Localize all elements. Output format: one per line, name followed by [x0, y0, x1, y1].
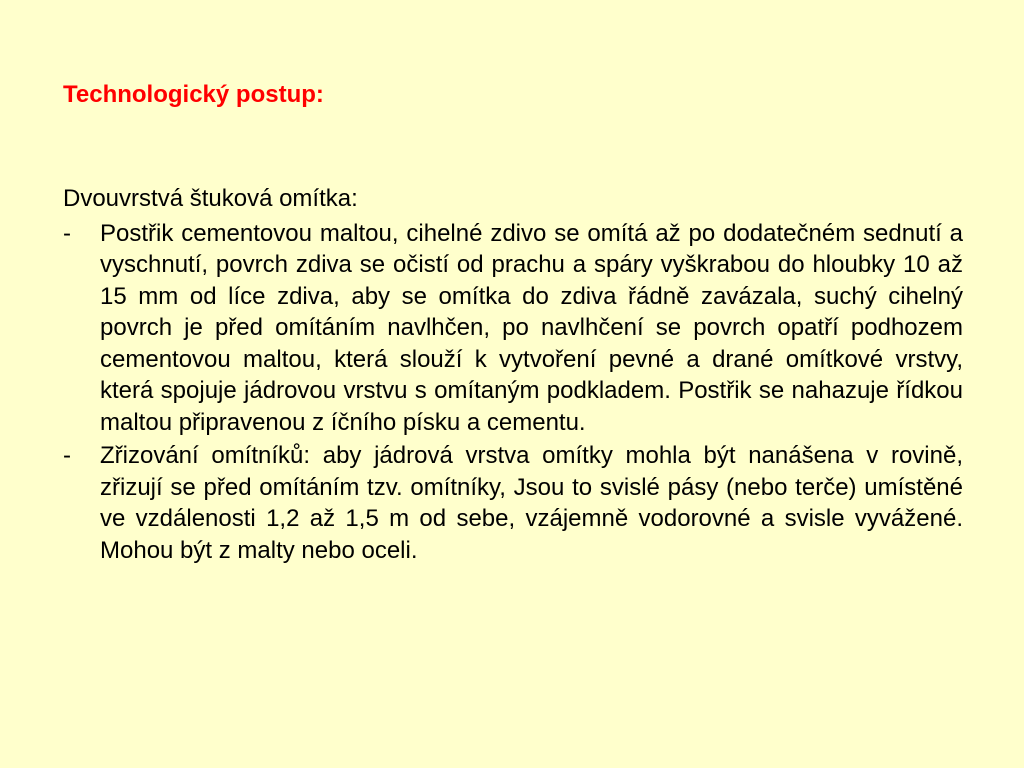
bullet-item-postrik: [63, 218, 963, 439]
slide-title: Technologický postup:: [63, 81, 324, 108]
bullet-text: Zřizování omítníků: aby jádrová vrstva omítky mohla být nanášena v rovině, zřizují se před omítáním tzv. omítníky, Jsou to svislé pásy (nebo terče) umístěné ve vzdálenosti 1,2 až 1,5 m od sebe, vzájemně vodorovné a svisle vyvážené. Mohou být z malty nebo oceli.: [100, 442, 963, 564]
slide-subtitle: Dvouvrstvá štuková omítka:: [63, 185, 358, 212]
bullet-text: Postřik cementovou maltou, cihelné zdivo se omítá až po dodatečném sednutí a vyschnutí, povrch zdiva se očistí od prachu a spáry vyškrabou do hloubky 10 až 15 mm od líce zdiva, aby se omítka do zdiva řádně zavázala, suchý cihelný povrch je před omítáním navlhčen, po navlhčení se povrch opatří podhozem cementovou maltou, která slouží k vytvoření pevné a drané omítkové vrstvy, která spojuje jádrovou vrstvu s omítaným podkladem. Postřik se nahazuje řídkou maltou připravenou z íčního písku a cementu.: [100, 219, 963, 436]
bullet-list: [63, 218, 963, 567]
bullet-marker: -: [63, 219, 71, 247]
bullet-item-omitniky: [63, 440, 963, 566]
slide-content: [63, 183, 963, 568]
bullet-marker: -: [63, 442, 71, 469]
